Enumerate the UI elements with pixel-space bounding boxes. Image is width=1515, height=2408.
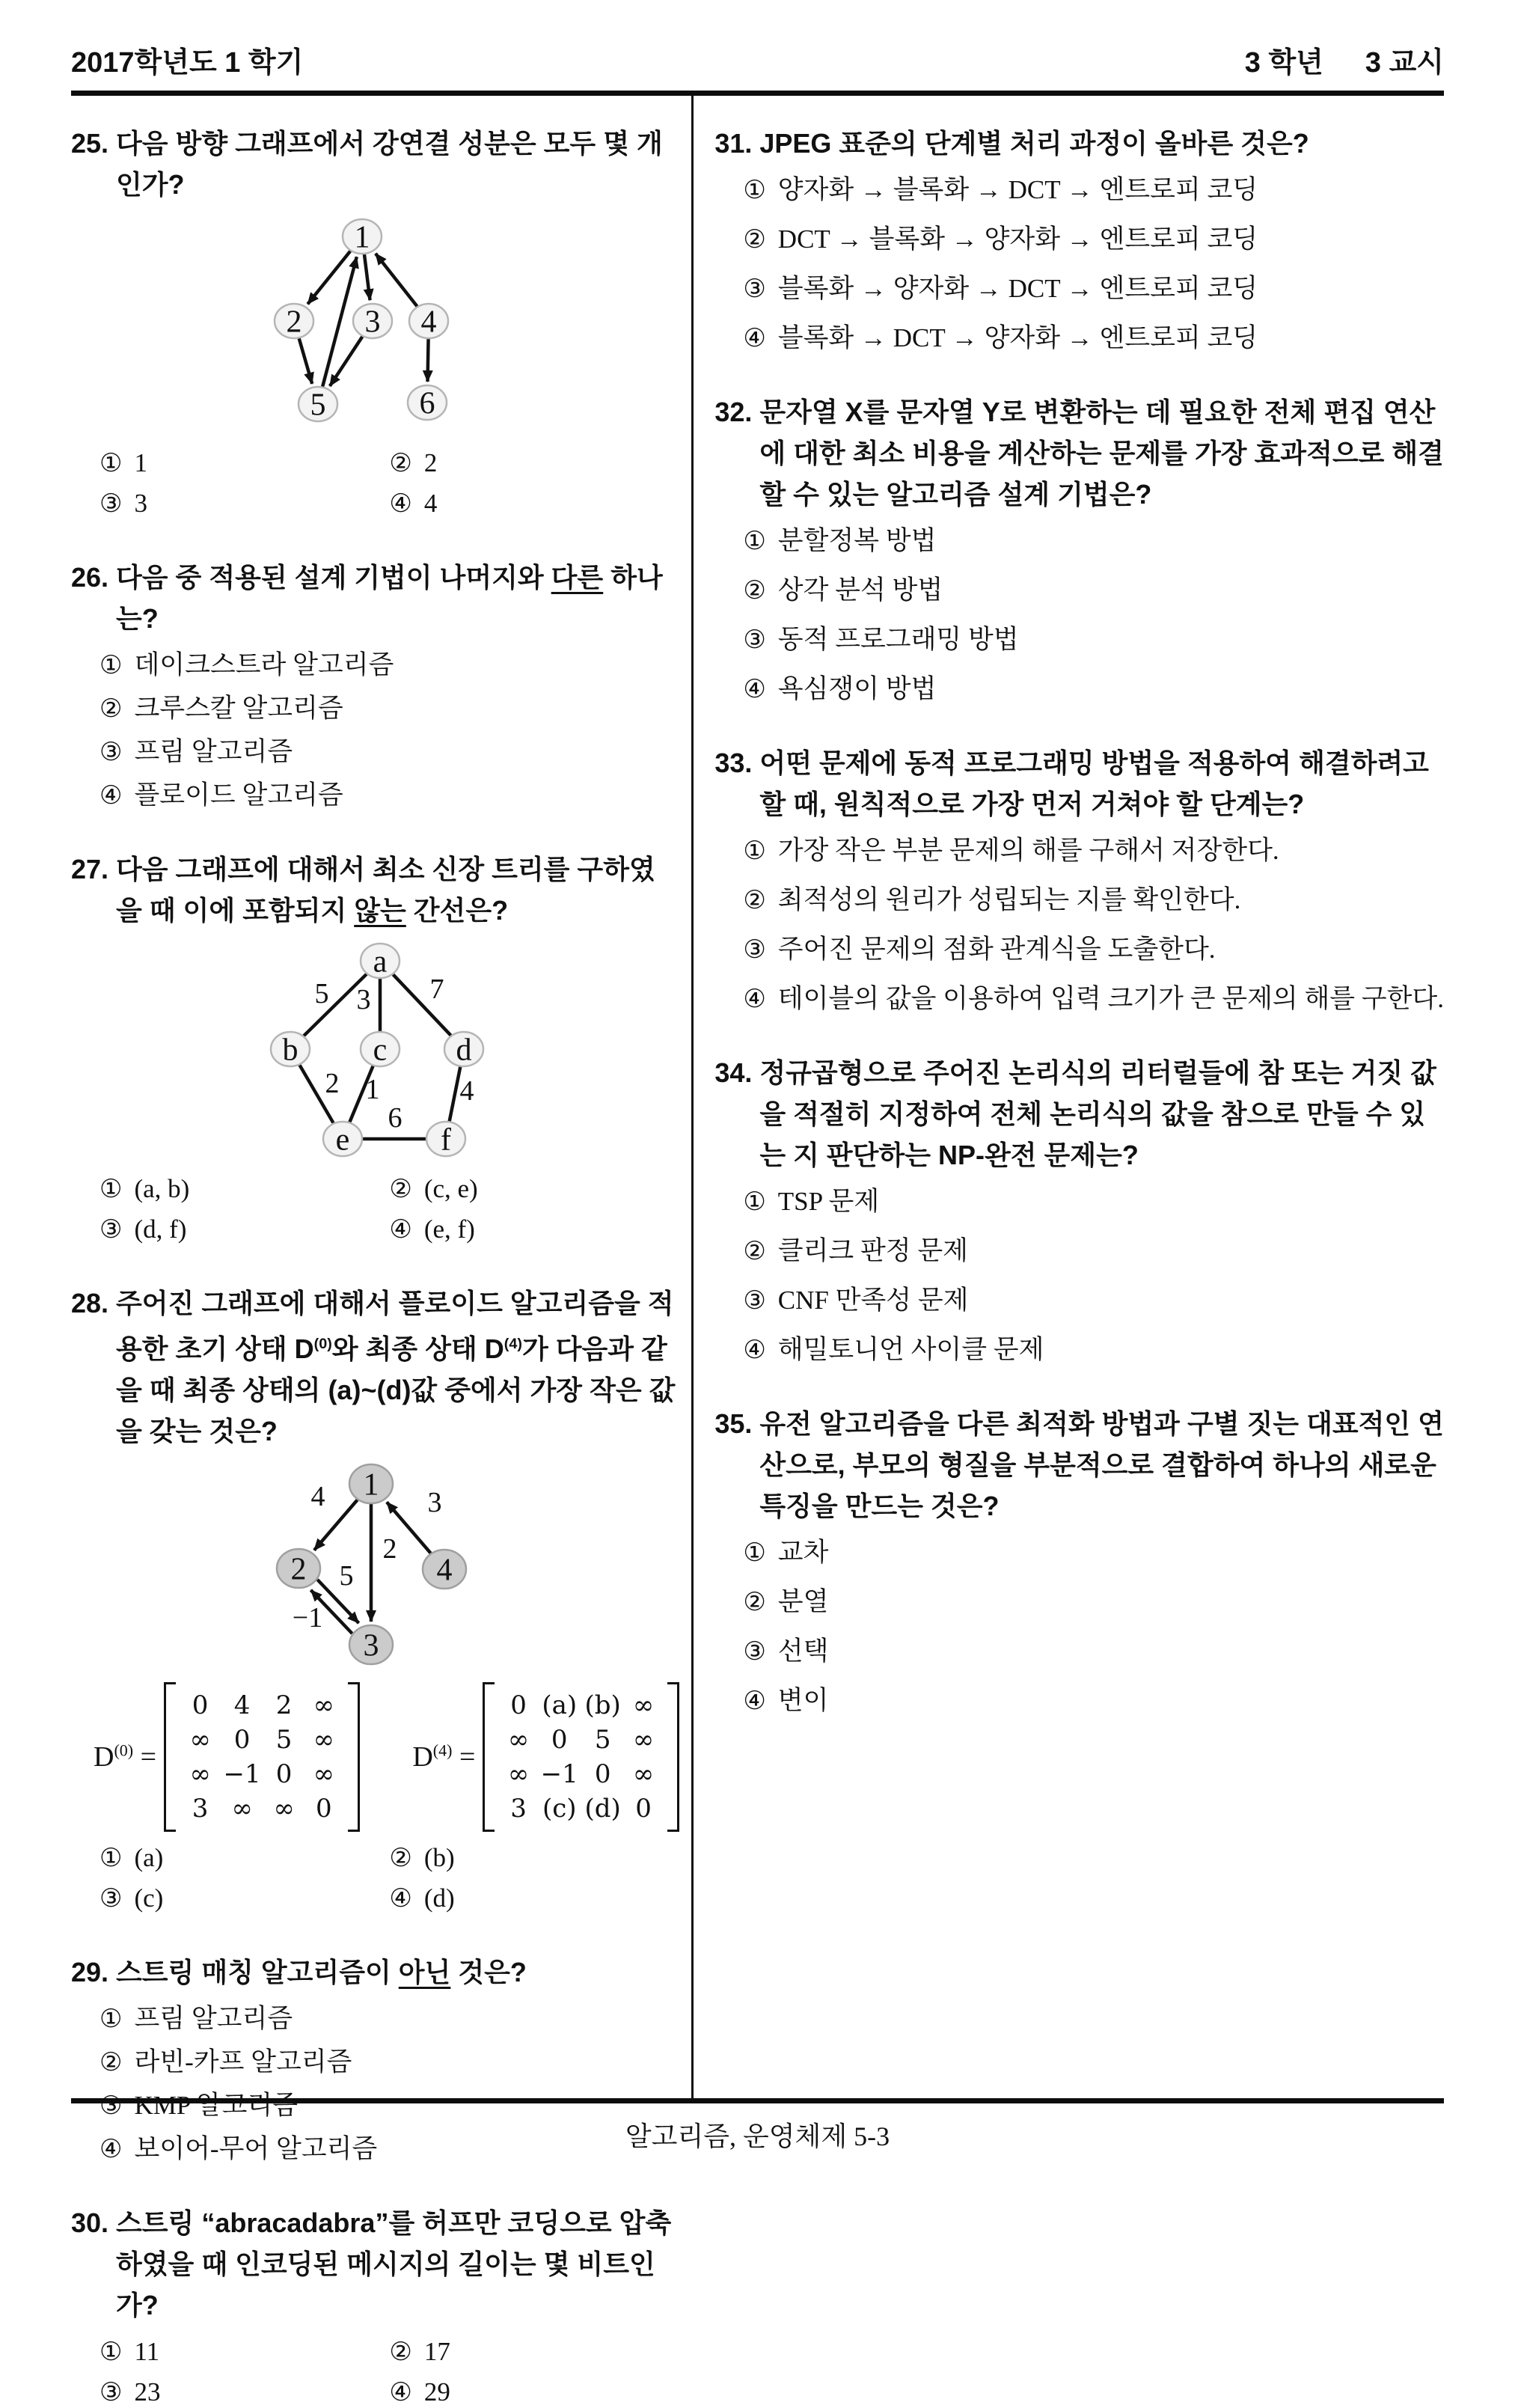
question-text: [116, 854, 655, 926]
option-marker-icon: ①: [100, 650, 123, 680]
option-3: [100, 1883, 389, 1914]
text-segment: 정규곱형으로 주어진 논리식의 리터럴들에 참 또는 거짓 값을 적절히 지정하여 전체 논리식의 값을 참으로 만들 수 있는 지 판단하는 NP-완전 문제는?: [759, 1057, 1436, 1170]
text-segment: 간선은?: [405, 895, 509, 926]
question-number: 33.: [714, 748, 753, 778]
option-label: (c): [134, 1883, 164, 1913]
question-27-options: [71, 1173, 679, 1245]
question-32-options: [714, 525, 1444, 705]
question-text: [116, 2207, 671, 2320]
graph-node-label: 1: [363, 1467, 379, 1503]
option-label: 변이: [777, 1686, 829, 1715]
option-marker-icon: ①: [100, 448, 123, 478]
text-segment: 스트링 매칭 알고리즘이: [116, 1957, 399, 1987]
option-1: [100, 1173, 389, 1205]
question-number: 34.: [714, 1057, 753, 1088]
matrix-cell: 0: [233, 1725, 251, 1755]
option-4: [743, 1334, 1444, 1366]
option-label: 1: [134, 448, 147, 477]
matrix-cell: (c): [542, 1794, 577, 1824]
option-marker-icon: ④: [389, 1214, 412, 1244]
option-3: [743, 934, 1444, 965]
text-segment: 다음 그래프에 대해서 최소 신장 트리를 구하였을 때 이에 포함되지: [116, 854, 655, 926]
graph-node-label: b: [282, 1033, 299, 1068]
question-25-head: [71, 123, 679, 205]
question-35-options: [714, 1537, 1444, 1717]
graph-svg: [270, 1459, 480, 1667]
graph-edge-d-f: [450, 1067, 461, 1122]
question-33-head: [714, 742, 1444, 825]
question-32: [714, 391, 1444, 705]
question-28-options: [71, 1842, 679, 1914]
option-marker-icon: ③: [100, 737, 123, 767]
option-3: [100, 1214, 389, 1245]
matrix-body: [164, 1682, 360, 1832]
question-text: [116, 1957, 527, 1987]
question-27-head: [71, 849, 679, 931]
text-segment: 다음 방향 그래프에서 강연결 성분은 모두 몇 개인가?: [116, 128, 663, 200]
graph-edge-2-5: [299, 338, 312, 384]
matrix-body: [483, 1682, 679, 1832]
graph-edge-1-2: [308, 251, 351, 305]
option-label: DCT → 블록화 → 양자화 → 엔트로피 코딩: [777, 224, 1258, 254]
option-4: [743, 323, 1444, 354]
question-31-head: [714, 123, 1444, 164]
option-label: 블록화 → DCT → 양자화 → 엔트로피 코딩: [777, 323, 1258, 352]
option-label: (d, f): [134, 1214, 187, 1244]
question-28-directed-weighted-graph: [71, 1459, 679, 1667]
question-25-directed-graph: [71, 213, 679, 437]
question-number: 32.: [714, 397, 753, 427]
option-2: [743, 1586, 1444, 1618]
text-segment: 하나는?: [116, 562, 663, 634]
question-28: [71, 1283, 679, 1914]
matrix-cell: −1: [223, 1759, 261, 1789]
option-marker-icon: ③: [743, 1637, 766, 1666]
option-marker-icon: ②: [743, 224, 766, 254]
option-3: [100, 488, 389, 519]
option-marker-icon: ④: [389, 1883, 412, 1913]
question-27: [71, 849, 679, 1245]
graph-node-label: 1: [354, 220, 370, 255]
option-label: 최적성의 원리가 성립되는 지를 확인한다.: [777, 885, 1241, 914]
graph-node-label: d: [456, 1033, 472, 1068]
left-column: [71, 96, 691, 2407]
matrix-table: [180, 1688, 343, 1826]
option-label: (b): [423, 1843, 455, 1872]
matrix-cell: ∞: [632, 1759, 655, 1789]
matrix-label: $D^{(4)}$ =: [412, 1741, 476, 1773]
matrix-cell: 4: [233, 1690, 251, 1720]
option-label: 동적 프로그래밍 방법: [777, 625, 1019, 654]
question-number: 29.: [71, 1957, 109, 1987]
matrix-table: [499, 1688, 662, 1826]
matrix-label: $D^{(0)}$ =: [94, 1741, 157, 1773]
option-marker-icon: ④: [743, 323, 766, 353]
option-4: [389, 488, 679, 519]
option-label: 주어진 문제의 점화 관계식을 도출한다.: [777, 935, 1216, 964]
option-4: [743, 1685, 1444, 1717]
matrix-cell: ∞: [273, 1794, 295, 1824]
option-marker-icon: ④: [389, 489, 412, 519]
option-label: 프림 알고리즘: [134, 737, 293, 766]
option-2: [389, 2336, 679, 2368]
option-2: [743, 575, 1444, 606]
option-2: [389, 1173, 679, 1205]
question-35: [714, 1403, 1444, 1717]
option-label: 해밀토니언 사이클 문제: [777, 1335, 1044, 1364]
text-segment: 스트링 “abracadabra”를 허프만 코딩으로 압축하였을 때 인코딩된 메시지의 길이는 몇 비트인가?: [116, 2207, 672, 2320]
edge-weight-label: 4: [310, 1481, 325, 1512]
option-marker-icon: ④: [100, 2134, 123, 2164]
option-marker-icon: ①: [743, 1538, 766, 1568]
edge-weight-label: 6: [388, 1102, 403, 1134]
text-segment: JPEG 표준의 단계별 처리 과정이 올바른 것은?: [759, 128, 1309, 159]
question-28-head: [71, 1283, 679, 1452]
matrix-cell: (d): [584, 1794, 621, 1824]
question-28-matrices: [94, 1682, 679, 1832]
option-2: [743, 224, 1444, 255]
matrix-cell: 5: [594, 1725, 611, 1755]
option-label: 양자화 → 블록화 → DCT → 엔트로피 코딩: [777, 175, 1258, 204]
option-label: KMP 알고리즘: [134, 2091, 299, 2120]
option-marker-icon: ④: [743, 1335, 766, 1365]
page-footer: [71, 2098, 1444, 2161]
question-26: [71, 557, 679, 811]
question-number: 28.: [71, 1288, 109, 1318]
matrix-cell: ∞: [313, 1690, 334, 1720]
question-text: [116, 1288, 675, 1446]
option-3: [100, 736, 679, 768]
option-label: 선택: [777, 1637, 829, 1666]
option-marker-icon: ②: [743, 1587, 766, 1617]
question-number: 25.: [71, 128, 109, 159]
option-2: [743, 1235, 1444, 1267]
matrix-cell: 5: [275, 1725, 293, 1755]
matrix-d0: [94, 1682, 360, 1832]
text-segment: 문자열 X를 문자열 Y로 변환하는 데 필요한 전체 편집 연산에 대한 최소 비용을 계산하는 문제를 가장 효과적으로 해결할 수 있는 알고리즘 설계 기법은?: [759, 397, 1444, 510]
text-segment: 어떤 문제에 동적 프로그래밍 방법을 적용하여 해결하려고 할 때, 원칙적으로 가장 먼저 거쳐야 할 단계는?: [759, 748, 1429, 819]
question-27-weighted-graph: [71, 938, 679, 1163]
option-1: [743, 174, 1444, 206]
graph-edge-1-3: [364, 254, 370, 300]
option-marker-icon: ③: [100, 1883, 123, 1913]
question-34-head: [714, 1052, 1444, 1176]
option-label: 보이어-무어 알고리즘: [134, 2134, 378, 2163]
question-number: 27.: [71, 854, 109, 884]
option-marker-icon: ③: [743, 935, 766, 965]
matrix-cell: 0: [551, 1725, 568, 1755]
option-4: [389, 2377, 679, 2408]
question-33-options: [714, 835, 1444, 1015]
option-label: 4: [423, 489, 438, 518]
graph-edge-4-6: [428, 339, 429, 382]
option-marker-icon: ②: [389, 1174, 412, 1204]
option-marker-icon: ③: [100, 1214, 123, 1244]
question-35-head: [714, 1403, 1444, 1527]
option-marker-icon: ③: [743, 1286, 766, 1315]
option-label: 데이크스트라 알고리즘: [134, 650, 394, 679]
option-label: 2: [423, 448, 438, 477]
option-3: [743, 1285, 1444, 1316]
edge-weight-label: 5: [314, 978, 329, 1009]
option-2: [100, 693, 679, 724]
matrix-cell: 0: [594, 1759, 611, 1789]
matrix-cell: (a): [542, 1690, 578, 1720]
text-segment: (0): [313, 1336, 332, 1352]
header-period: 3 교시: [1365, 47, 1444, 79]
option-marker-icon: ③: [100, 2377, 123, 2407]
question-text: [759, 1408, 1444, 1521]
option-label: CNF 만족성 문제: [777, 1286, 969, 1315]
matrix-cell: 0: [275, 1759, 293, 1789]
option-marker-icon: ④: [743, 984, 766, 1014]
matrix-cell: 0: [510, 1690, 527, 1720]
matrix-cell: 0: [315, 1794, 332, 1824]
option-2: [743, 884, 1444, 916]
option-marker-icon: ②: [389, 2337, 412, 2367]
matrix-cell: ∞: [507, 1759, 530, 1789]
option-label: 상각 분석 방법: [777, 575, 943, 605]
option-label: 플로이드 알고리즘: [134, 780, 343, 810]
edge-weight-label: 2: [382, 1533, 397, 1565]
graph-node-label: a: [373, 944, 388, 980]
option-4: [743, 983, 1444, 1015]
question-31-options: [714, 174, 1444, 354]
question-text: [759, 397, 1444, 510]
matrix-cell: 3: [510, 1794, 527, 1824]
matrix-d4: [412, 1682, 679, 1832]
matrix-cell: ∞: [632, 1690, 655, 1720]
edge-weight-label: 3: [427, 1487, 442, 1518]
option-marker-icon: ①: [743, 526, 766, 556]
option-label: 교차: [777, 1538, 829, 1567]
graph-svg: [266, 938, 483, 1163]
option-1: [100, 1842, 389, 1874]
edge-weight-label: 3: [356, 984, 371, 1015]
option-label: 욕심쟁이 방법: [777, 674, 937, 703]
graph-node-label: 4: [420, 305, 437, 340]
question-30: [71, 2202, 679, 2408]
option-2: [389, 447, 679, 479]
question-text: [759, 1057, 1436, 1170]
option-1: [100, 447, 389, 479]
option-marker-icon: ④: [743, 1686, 766, 1716]
question-30-head: [71, 2202, 679, 2326]
option-label: 분열: [777, 1587, 829, 1616]
option-4: [743, 673, 1444, 705]
edge-weight-label: 4: [459, 1075, 474, 1107]
option-1: [743, 1186, 1444, 1217]
question-34-options: [714, 1186, 1444, 1366]
option-marker-icon: ①: [100, 2337, 123, 2367]
edge-weight-label: 1: [365, 1074, 380, 1105]
option-3: [743, 1636, 1444, 1667]
option-4: [389, 1883, 679, 1914]
option-marker-icon: ①: [100, 2004, 123, 2034]
graph-svg: [270, 213, 480, 437]
question-30-options: [71, 2336, 679, 2408]
option-marker-icon: ②: [743, 885, 766, 915]
question-26-options: [71, 650, 679, 811]
option-1: [743, 525, 1444, 557]
header-term: 2017학년도 1 학기: [71, 47, 304, 79]
option-label: (a, b): [134, 1174, 190, 1203]
option-2: [389, 1842, 679, 1874]
text-segment: 아닌: [398, 1957, 451, 1987]
graph-node-label: 2: [290, 1552, 307, 1587]
question-text: [116, 128, 663, 200]
option-marker-icon: ③: [743, 625, 766, 655]
question-31: [714, 123, 1444, 354]
graph-node-label: 3: [363, 1628, 379, 1663]
option-label: 클리크 판정 문제: [777, 1236, 968, 1265]
option-marker-icon: ④: [100, 780, 123, 810]
text-segment: 다른: [551, 562, 604, 593]
edge-weight-label: 5: [339, 1560, 354, 1592]
option-marker-icon: ②: [743, 1236, 766, 1266]
question-25: [71, 123, 679, 519]
option-label: (c, e): [423, 1174, 478, 1203]
option-marker-icon: ④: [743, 674, 766, 704]
option-label: 블록화 → 양자화 → DCT → 엔트로피 코딩: [777, 274, 1258, 303]
option-3: [743, 273, 1444, 305]
graph-node-label: 6: [419, 386, 435, 421]
question-29-head: [71, 1952, 679, 1993]
matrix-cell: −1: [540, 1759, 578, 1789]
question-number: 35.: [714, 1408, 753, 1439]
option-3: [743, 624, 1444, 656]
edge-weight-label: 2: [325, 1068, 340, 1099]
option-marker-icon: ②: [389, 448, 412, 478]
matrix-cell: ∞: [189, 1759, 211, 1789]
option-4: [100, 780, 679, 811]
question-34: [714, 1052, 1444, 1366]
text-segment: 와 최종 상태 D: [331, 1333, 504, 1364]
option-marker-icon: ①: [743, 836, 766, 866]
option-marker-icon: ③: [100, 2091, 123, 2121]
graph-node-label: 2: [286, 305, 302, 340]
graph-node-label: 5: [310, 388, 326, 423]
page-header: [71, 39, 1444, 96]
matrix-cell: 2: [275, 1690, 293, 1720]
text-segment: 가 다음과 같을 때 최종 상태의 (a)~(d)값 중에서 가장 작은 값을 갖는 것은?: [116, 1333, 676, 1446]
matrix-cell: ∞: [632, 1725, 655, 1755]
option-marker-icon: ②: [389, 1843, 412, 1873]
option-marker-icon: ①: [100, 1174, 123, 1204]
option-1: [100, 650, 679, 681]
text-segment: 않는: [354, 895, 406, 926]
option-label: 분할정복 방법: [777, 526, 937, 555]
graph-edge-5-1: [322, 257, 357, 386]
header-grade: 3 학년: [1244, 47, 1323, 79]
footer-label: 알고리즘, 운영체제 5-3: [625, 2121, 890, 2151]
option-label: (d): [423, 1883, 455, 1913]
option-1: [100, 2336, 389, 2368]
question-number: 30.: [71, 2207, 109, 2238]
question-text: [116, 562, 663, 634]
right-column: [694, 96, 1444, 2098]
option-label: 23: [134, 2377, 161, 2407]
graph-node-label: f: [441, 1122, 452, 1158]
text-segment: 주어진 그래프에 대해서 플로이드 알고리즘을 적용한 초기 상태 D: [116, 1288, 674, 1364]
graph-node-label: 3: [364, 305, 381, 340]
matrix-cell: ∞: [231, 1794, 253, 1824]
question-number: 26.: [71, 562, 109, 593]
option-marker-icon: ①: [743, 1187, 766, 1217]
question-number: 31.: [714, 128, 753, 159]
option-3: [100, 2377, 389, 2408]
option-marker-icon: ①: [743, 175, 766, 205]
text-segment: 유전 알고리즘을 다른 최적화 방법과 구별 짓는 대표적인 연산으로, 부모의 형질을 부분적으로 결합하여 하나의 새로운 특징을 만드는 것은?: [759, 1408, 1444, 1521]
option-marker-icon: ②: [743, 575, 766, 605]
question-text: [759, 128, 1309, 159]
option-label: TSP 문제: [777, 1187, 880, 1216]
matrix-cell: 3: [192, 1794, 209, 1824]
option-marker-icon: ③: [100, 489, 123, 519]
question-25-options: [71, 447, 679, 519]
option-label: 라빈-카프 알고리즘: [134, 2047, 352, 2077]
question-26-head: [71, 557, 679, 639]
question-33: [714, 742, 1444, 1015]
option-marker-icon: ④: [389, 2377, 412, 2407]
option-label: 17: [423, 2337, 450, 2366]
option-marker-icon: ②: [100, 694, 123, 724]
matrix-cell: ∞: [313, 1725, 334, 1755]
matrix-cell: 0: [635, 1794, 652, 1824]
option-label: 11: [134, 2337, 160, 2366]
matrix-cell: ∞: [189, 1725, 211, 1755]
option-1: [100, 2003, 679, 2035]
option-marker-icon: ①: [100, 1843, 123, 1873]
option-2: [100, 2047, 679, 2078]
matrix-cell: 0: [192, 1690, 209, 1720]
graph-node-label: c: [373, 1033, 388, 1068]
edge-weight-label: −1: [293, 1602, 323, 1634]
option-marker-icon: ③: [743, 274, 766, 304]
graph-edge-4-1: [376, 254, 417, 307]
matrix-cell: ∞: [313, 1759, 334, 1789]
option-label: 프림 알고리즘: [134, 2004, 293, 2033]
matrix-cell: (b): [584, 1690, 621, 1720]
text-segment: 다음 중 적용된 설계 기법이 나머지와: [116, 562, 551, 593]
header-right: [1245, 39, 1444, 80]
option-label: 가장 작은 부분 문제의 해를 구해서 저장한다.: [777, 836, 1279, 865]
text-segment: 것은?: [450, 1957, 527, 1987]
option-label: (e, f): [423, 1214, 475, 1244]
matrix-cell: ∞: [507, 1725, 530, 1755]
graph-node-label: 4: [436, 1553, 453, 1588]
option-1: [743, 835, 1444, 867]
option-marker-icon: ②: [100, 2047, 123, 2077]
option-4: [389, 1214, 679, 1245]
option-label: 3: [134, 489, 147, 518]
option-label: 크루스칼 알고리즘: [134, 694, 343, 723]
option-label: 29: [423, 2377, 450, 2407]
edge-weight-label: 7: [429, 974, 444, 1005]
option-label: (a): [134, 1843, 164, 1872]
option-label: 테이블의 값을 이용하여 입력 크기가 큰 문제의 해를 구한다.: [777, 984, 1444, 1013]
question-text: [759, 748, 1429, 819]
question-32-head: [714, 391, 1444, 515]
text-segment: (4): [504, 1336, 522, 1352]
graph-node-label: e: [336, 1122, 350, 1158]
option-1: [743, 1537, 1444, 1568]
